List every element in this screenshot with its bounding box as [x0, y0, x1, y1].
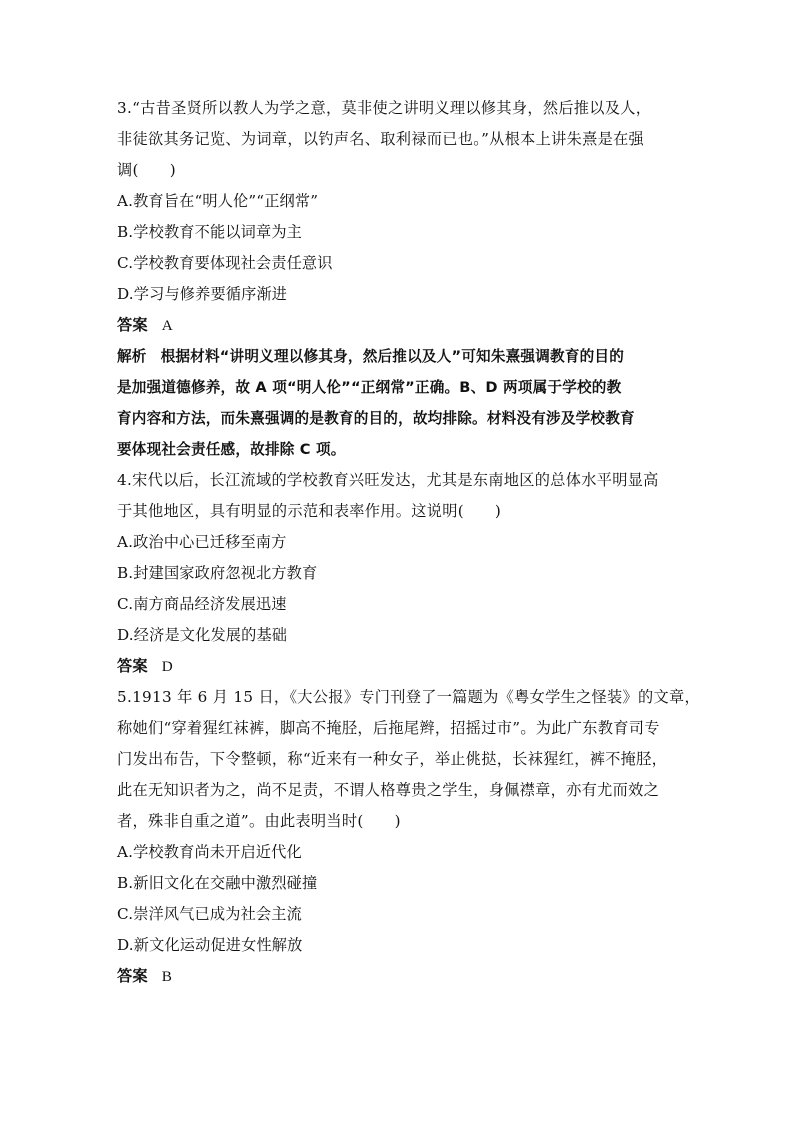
option-c: C.崇洋风气已成为社会主流	[117, 905, 302, 923]
document-page	[117, 93, 700, 992]
answer-label: 答案	[117, 657, 148, 675]
question-4	[117, 465, 687, 682]
answer-label: 答案	[117, 316, 148, 334]
question-5	[117, 682, 700, 992]
answer-value: A	[161, 317, 173, 334]
option-a: A.学校教育尚未开启近代化	[117, 843, 302, 861]
answer-line	[117, 651, 687, 682]
question-stem-line: 4.宋代以后，长江流域的学校教育兴旺发达，尤其是东南地区的总体水平明显高	[117, 471, 659, 489]
option-d: D.经济是文化发展的基础	[117, 626, 288, 644]
option-b: B.学校教育不能以词章为主	[117, 223, 303, 241]
question-stem-line: 此在无知识者为之，尚不足责，不谓人格尊贵之学生，身佩襟章，亦有尤而效之	[117, 781, 660, 799]
question-stem-line: 称她们“穿着猩红袜裤，脚高不掩胫，后拖尾辫，招摇过市”。为此广东教育司专	[117, 719, 660, 737]
analysis-line	[117, 341, 687, 372]
analysis-line: 育内容和方法，而朱熹强调的是教育的目的，故均排除。材料没有涉及学校教育	[117, 410, 635, 427]
option-d: D.新文化运动促进女性解放	[117, 936, 303, 954]
question-stem-line: 非徒欲其务记览、为词章，以钓声名、取利禄而已也。”从根本上讲朱熹是在强	[117, 130, 645, 148]
question-stem-line: 门发出布告，下令整顿，称“近来有一种女子，举止佻挞，长袜猩红，裤不掩胫，	[117, 750, 668, 768]
option-a: A.政治中心已迁移至南方	[117, 533, 287, 551]
option-a: A.教育旨在“明人伦”“正纲常”	[117, 192, 319, 210]
option-b: B.新旧文化在交融中激烈碰撞	[117, 874, 318, 892]
analysis-line: 是加强道德修养，故 A 项“明人伦”“正纲常”正确。B、D 两项属于学校的教	[117, 379, 622, 396]
option-c: C.学校教育要体现社会责任意识	[117, 254, 333, 272]
option-d: D.学习与修养要循序渐进	[117, 285, 288, 303]
analysis-label: 解析	[117, 348, 147, 365]
answer-value: D	[161, 658, 173, 675]
option-b: B.封建国家政府忽视北方教育	[117, 564, 318, 582]
question-stem-line: 5.1913 年 6 月 15 日，《大公报》专门刊登了一篇题为《粤女学生之怪装》的文章，	[117, 688, 700, 706]
question-stem-line: 于其他地区，具有明显的示范和表率作用。这说明( )	[117, 502, 502, 520]
analysis-line: 要体现社会责任感，故排除 C 项。	[117, 441, 346, 458]
question-stem-line: 3.“古昔圣贤所以教人为学之意，莫非使之讲明义理以修其身，然后推以及人，	[117, 99, 652, 117]
answer-line	[117, 310, 687, 341]
answer-label: 答案	[117, 967, 148, 985]
question-stem-line: 调( )	[117, 161, 176, 179]
option-c: C.南方商品经济发展迅速	[117, 595, 287, 613]
answer-value: B	[161, 968, 172, 985]
question-stem-line: 者，殊非自重之道”。由此表明当时( )	[117, 812, 401, 830]
question-3	[117, 93, 687, 465]
analysis-text: 根据材料“讲明义理以修其身，然后推以及人”可知朱熹强调教育的目的	[160, 348, 624, 365]
answer-line	[117, 961, 687, 992]
